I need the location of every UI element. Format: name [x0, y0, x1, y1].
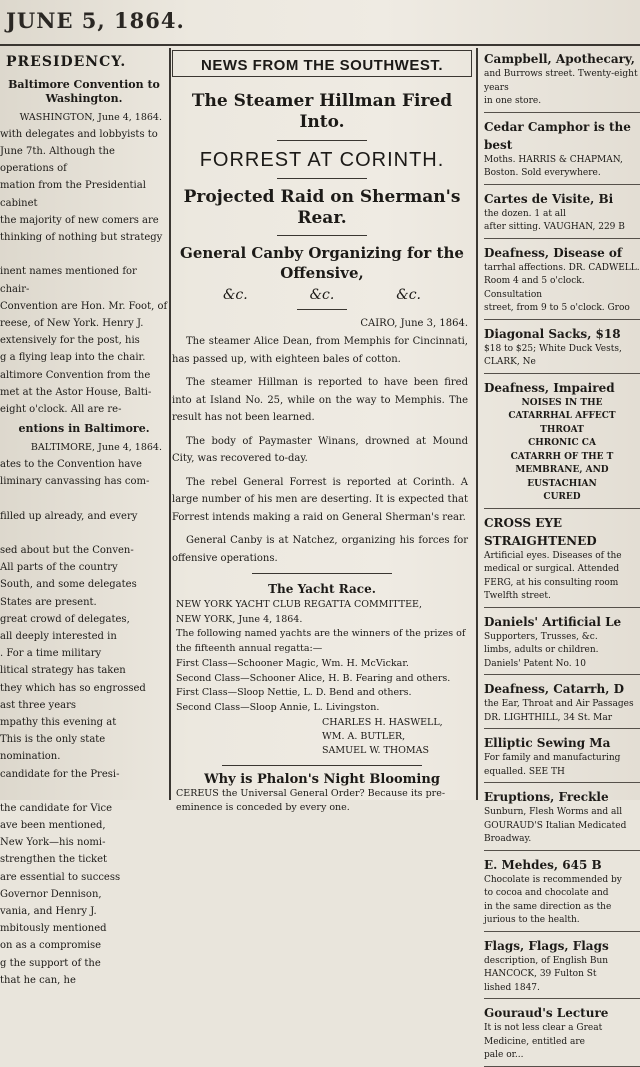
left-column [0, 50, 168, 986]
center-column [172, 50, 472, 814]
divider [277, 140, 367, 141]
advertisement-body: Moths. HARRIS & CHAPMAN, Boston. Sold everywhere. [484, 154, 623, 178]
advertisement-body: the Ear, Throat and Air Passages DR. LIGHTHILL, 34 St. Mar [484, 699, 634, 723]
advertisement-title: Diagonal Sacks, $18 [484, 326, 621, 341]
article-paragraph: The rebel General Forrest is reported at Corinth. A large number of his men are deserting. It is expected that Forrest intends making a raid on General Sherman's rear. [172, 476, 468, 523]
left-kicker: PRESIDENCY. [6, 54, 127, 70]
left-headline-1: Baltimore Convention to Washington. [8, 78, 160, 105]
section-header-box [172, 50, 472, 77]
advertisement-title: Cedar Camphor is the best [484, 119, 631, 152]
etc-row [192, 287, 452, 303]
headline-raid: Projected Raid on Sherman's Rear. [183, 186, 461, 228]
advertisement [484, 856, 640, 932]
divider [222, 765, 422, 766]
advertisement-title: Campbell, Apothecary, [484, 52, 635, 66]
advertisement [484, 514, 640, 608]
advertisement [484, 680, 640, 729]
article-paragraph: The steamer Hillman is reported to have been fired into at Island No. 25, while on the way to Memphis. The result has not been learned. [172, 377, 468, 423]
advertisement-title: Elliptic Sewing Ma [484, 736, 611, 750]
left-article-2: ates to the Convention have liminary canvassing has com- filled up already, and every sed about but the Conven- All parts of the country South, and some delegates States are present. great crowd of delegates, all deeply interested in . For a time military litical strategy has taken they which has so engrossed ast three years mpathy this evening at This is the only state nomination. candidate for the Presi- the candidate for Vice ave been mentioned, New York—his nomi- strengthen the ticket are essential to success Governor Dennison, vania, and Henry J. mbitously mentioned on as a compromise g the support of the that he can, he [0, 459, 150, 986]
advertisement [484, 244, 640, 320]
section-title: NEWS FROM THE SOUTHWEST. [201, 57, 443, 74]
headline-yacht-race: The Yacht Race. [268, 582, 376, 596]
yacht-race-text: NEW YORK YACHT CLUB REGATTA COMMITTEE, NEW YORK, June 4, 1864. The following named yachts are the winners of the prizes of the fifteenth annual regatta:— First Class—Schooner Magic, Wm. H. McVickar. Second Class—Schooner Alice, H. B. Fearing and others. First Class—Sloop Nettie, L. D. Bend and others. Second Class—Sloop Annie, L. Livingston. [176, 599, 466, 714]
headline-canby: General Canby Organizing for the Offensive, [180, 244, 464, 282]
advertisement-body: description, of English Bun HANCOCK, 39 Fulton St lished 1847. [484, 955, 609, 993]
article-paragraph: The steamer Alice Dean, from Memphis for Cincinnati, has passed up, with eighteen bales of cotton. [172, 336, 468, 365]
column-rule-right [476, 48, 478, 800]
left-dateline-1: WASHINGTON, June 4, 1864. [19, 111, 162, 123]
advertisement [484, 325, 640, 374]
advertisement-body: It is not less clear a Great Medicine, entitled are pale or... [484, 1023, 603, 1060]
advertisement-body: For family and manufacturing equalled. SEE TH [484, 753, 621, 777]
etc-3: &c. [396, 287, 422, 303]
advertisement [484, 1004, 640, 1067]
etc-2: &c. [309, 287, 335, 303]
advertisement [484, 937, 640, 1000]
advertisement [484, 734, 640, 783]
advertisement-title: Cartes de Visite, Bi [484, 191, 614, 206]
advertisement-title: Daniels' Artificial Le [484, 614, 622, 629]
advertisement-body: Chocolate is recommended by to cocoa and chocolate and in the same direction as the jurious to the health. [484, 874, 622, 925]
advertisement [484, 379, 640, 509]
divider [297, 309, 347, 310]
right-column-ads [484, 50, 640, 1060]
advertisement-body: Sunburn, Flesh Worms and all GOURAUD'S Italian Medicated Broadway. [484, 807, 627, 844]
advertisement-body: $18 to $25; White Duck Vests, CLARK, Ne [484, 343, 622, 367]
advertisement-title: Deafness, Catarrh, D [484, 682, 624, 696]
advertisement [484, 50, 640, 113]
left-dateline-2: BALTIMORE, June 4, 1864. [30, 441, 162, 453]
divider [277, 178, 367, 179]
advertisement [484, 190, 640, 239]
advertisement-body: NOISES IN THE CATARRHAL AFFECT THROAT CHRONIC CA CATARRH OF THE T MEMBRANE, AND EUSTACHIAN CURED [508, 397, 616, 502]
advertisement-title: Eruptions, Freckle [484, 790, 609, 804]
headline-phalon: Why is Phalon's Night Blooming [204, 771, 440, 787]
column-rule-left [169, 48, 171, 800]
article-dateline: CAIRO, June 3, 1864. [360, 318, 468, 329]
advertisement-body: tarrhal affections. DR. CADWELL. Room 4 and 5 o'clock. Consultation street, from 9 to 5 o'clock. Groo [484, 262, 640, 313]
advertisement-title: Deafness, Impaired [484, 380, 615, 395]
left-article-1: with delegates and lobbyists to June 7th. Although the operations of mation from the Presidential cabinet the majority of new comers are thinking of nothing but strategy inent names mentioned for chair- Convention are Hon. Mr. Foot, of reese, of New York. Henry J. extensively for the post, his g a flying leap into the chair. altimore Convention from the met at the Astor House, Balti- eight o'clock. All are re- [0, 128, 168, 415]
advertisement [484, 613, 640, 676]
top-rule [0, 44, 640, 46]
advertisement-body: Supporters, Trusses, &c. limbs, adults or children. Daniels' Patent No. 10 [484, 631, 599, 669]
advertisement-body: and Burrows street. Twenty-eight years in one store. [484, 69, 638, 106]
yacht-race-signatories: CHARLES H. HASWELL, WM. A. BUTLER, SAMUEL W. THOMAS [322, 716, 443, 757]
divider [277, 235, 367, 236]
article-paragraph: General Canby is at Natchez, organizing his forces for offensive operations. [172, 535, 468, 564]
divider [252, 573, 392, 574]
headline-steamer: The Steamer Hillman Fired Into. [191, 91, 453, 133]
phalon-text: CEREUS the Universal General Order? Because its pre-eminence is conceded by every one. [176, 787, 446, 814]
advertisement-title: Deafness, Disease of [484, 245, 623, 260]
etc-1: &c. [222, 287, 248, 303]
advertisement-title: CROSS EYE STRAIGHTENED [484, 515, 597, 548]
advertisement-body: the dozen. 1 at all after sitting. VAUGHAN, 229 B [484, 208, 625, 232]
advertisement [484, 118, 640, 185]
page-dateline: JUNE 5, 1864. [6, 8, 185, 33]
left-headline-2: entions in Baltimore. [18, 422, 150, 436]
advertisement-title: Gouraud's Lecture [484, 1006, 609, 1020]
advertisement-title: Flags, Flags, Flags [484, 938, 609, 953]
headline-forrest: FORREST AT CORINTH. [199, 148, 445, 171]
advertisement [484, 788, 640, 851]
article-paragraph: The body of Paymaster Winans, drowned at Mound City, was recovered to-day. [172, 435, 468, 464]
advertisement-body: Artificial eyes. Diseases of the medical or surgical. Attended FERG, at his consulting room Twelfth street. [484, 550, 622, 601]
advertisement-title: E. Mehdes, 645 B [484, 857, 602, 872]
